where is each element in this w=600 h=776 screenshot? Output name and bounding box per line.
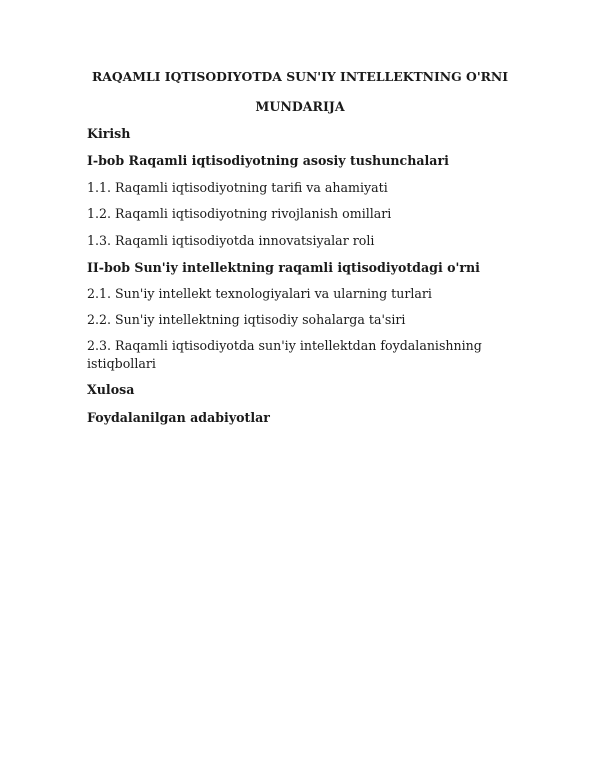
toc-entry-section-2-1: 2.1. Sun'iy intellekt texnologiyalari va ularning turlari — [87, 286, 432, 301]
toc-heading: MUNDARIJA — [255, 99, 345, 114]
toc-entry-references: Foydalanilgan adabiyotlar — [87, 410, 270, 425]
document-title: RAQAMLI IQTISODIYOTDA SUN'IY INTELLEKTNING O'RNI — [91, 69, 509, 84]
toc-entry-chapter-2: II-bob Sun'iy intellektning raqamli iqtisodiyotdagi o'rni — [87, 260, 480, 275]
toc-entry-section-2-3: 2.3. Raqamli iqtisodiyotda sun'iy intellektdan foydalanishning — [87, 338, 482, 353]
toc-entry-chapter-1: I-bob Raqamli iqtisodiyotning asosiy tushunchalari — [87, 153, 449, 168]
toc-entry-section-1-3: 1.3. Raqamli iqtisodiyotda innovatsiyalar roli — [87, 233, 375, 248]
toc-entry-section-2-2: 2.2. Sun'iy intellektning iqtisodiy sohalarga ta'siri — [87, 312, 406, 327]
toc-entry-section-2-3-continued: istiqbollari — [87, 356, 156, 371]
toc-entry-section-1-2: 1.2. Raqamli iqtisodiyotning rivojlanish omillari — [87, 206, 392, 221]
toc-entry-section-1-1: 1.1. Raqamli iqtisodiyotning tarifi va ahamiyati — [87, 180, 388, 195]
toc-entry-conclusion: Xulosa — [87, 382, 135, 397]
toc-entry-introduction: Kirish — [87, 126, 131, 141]
